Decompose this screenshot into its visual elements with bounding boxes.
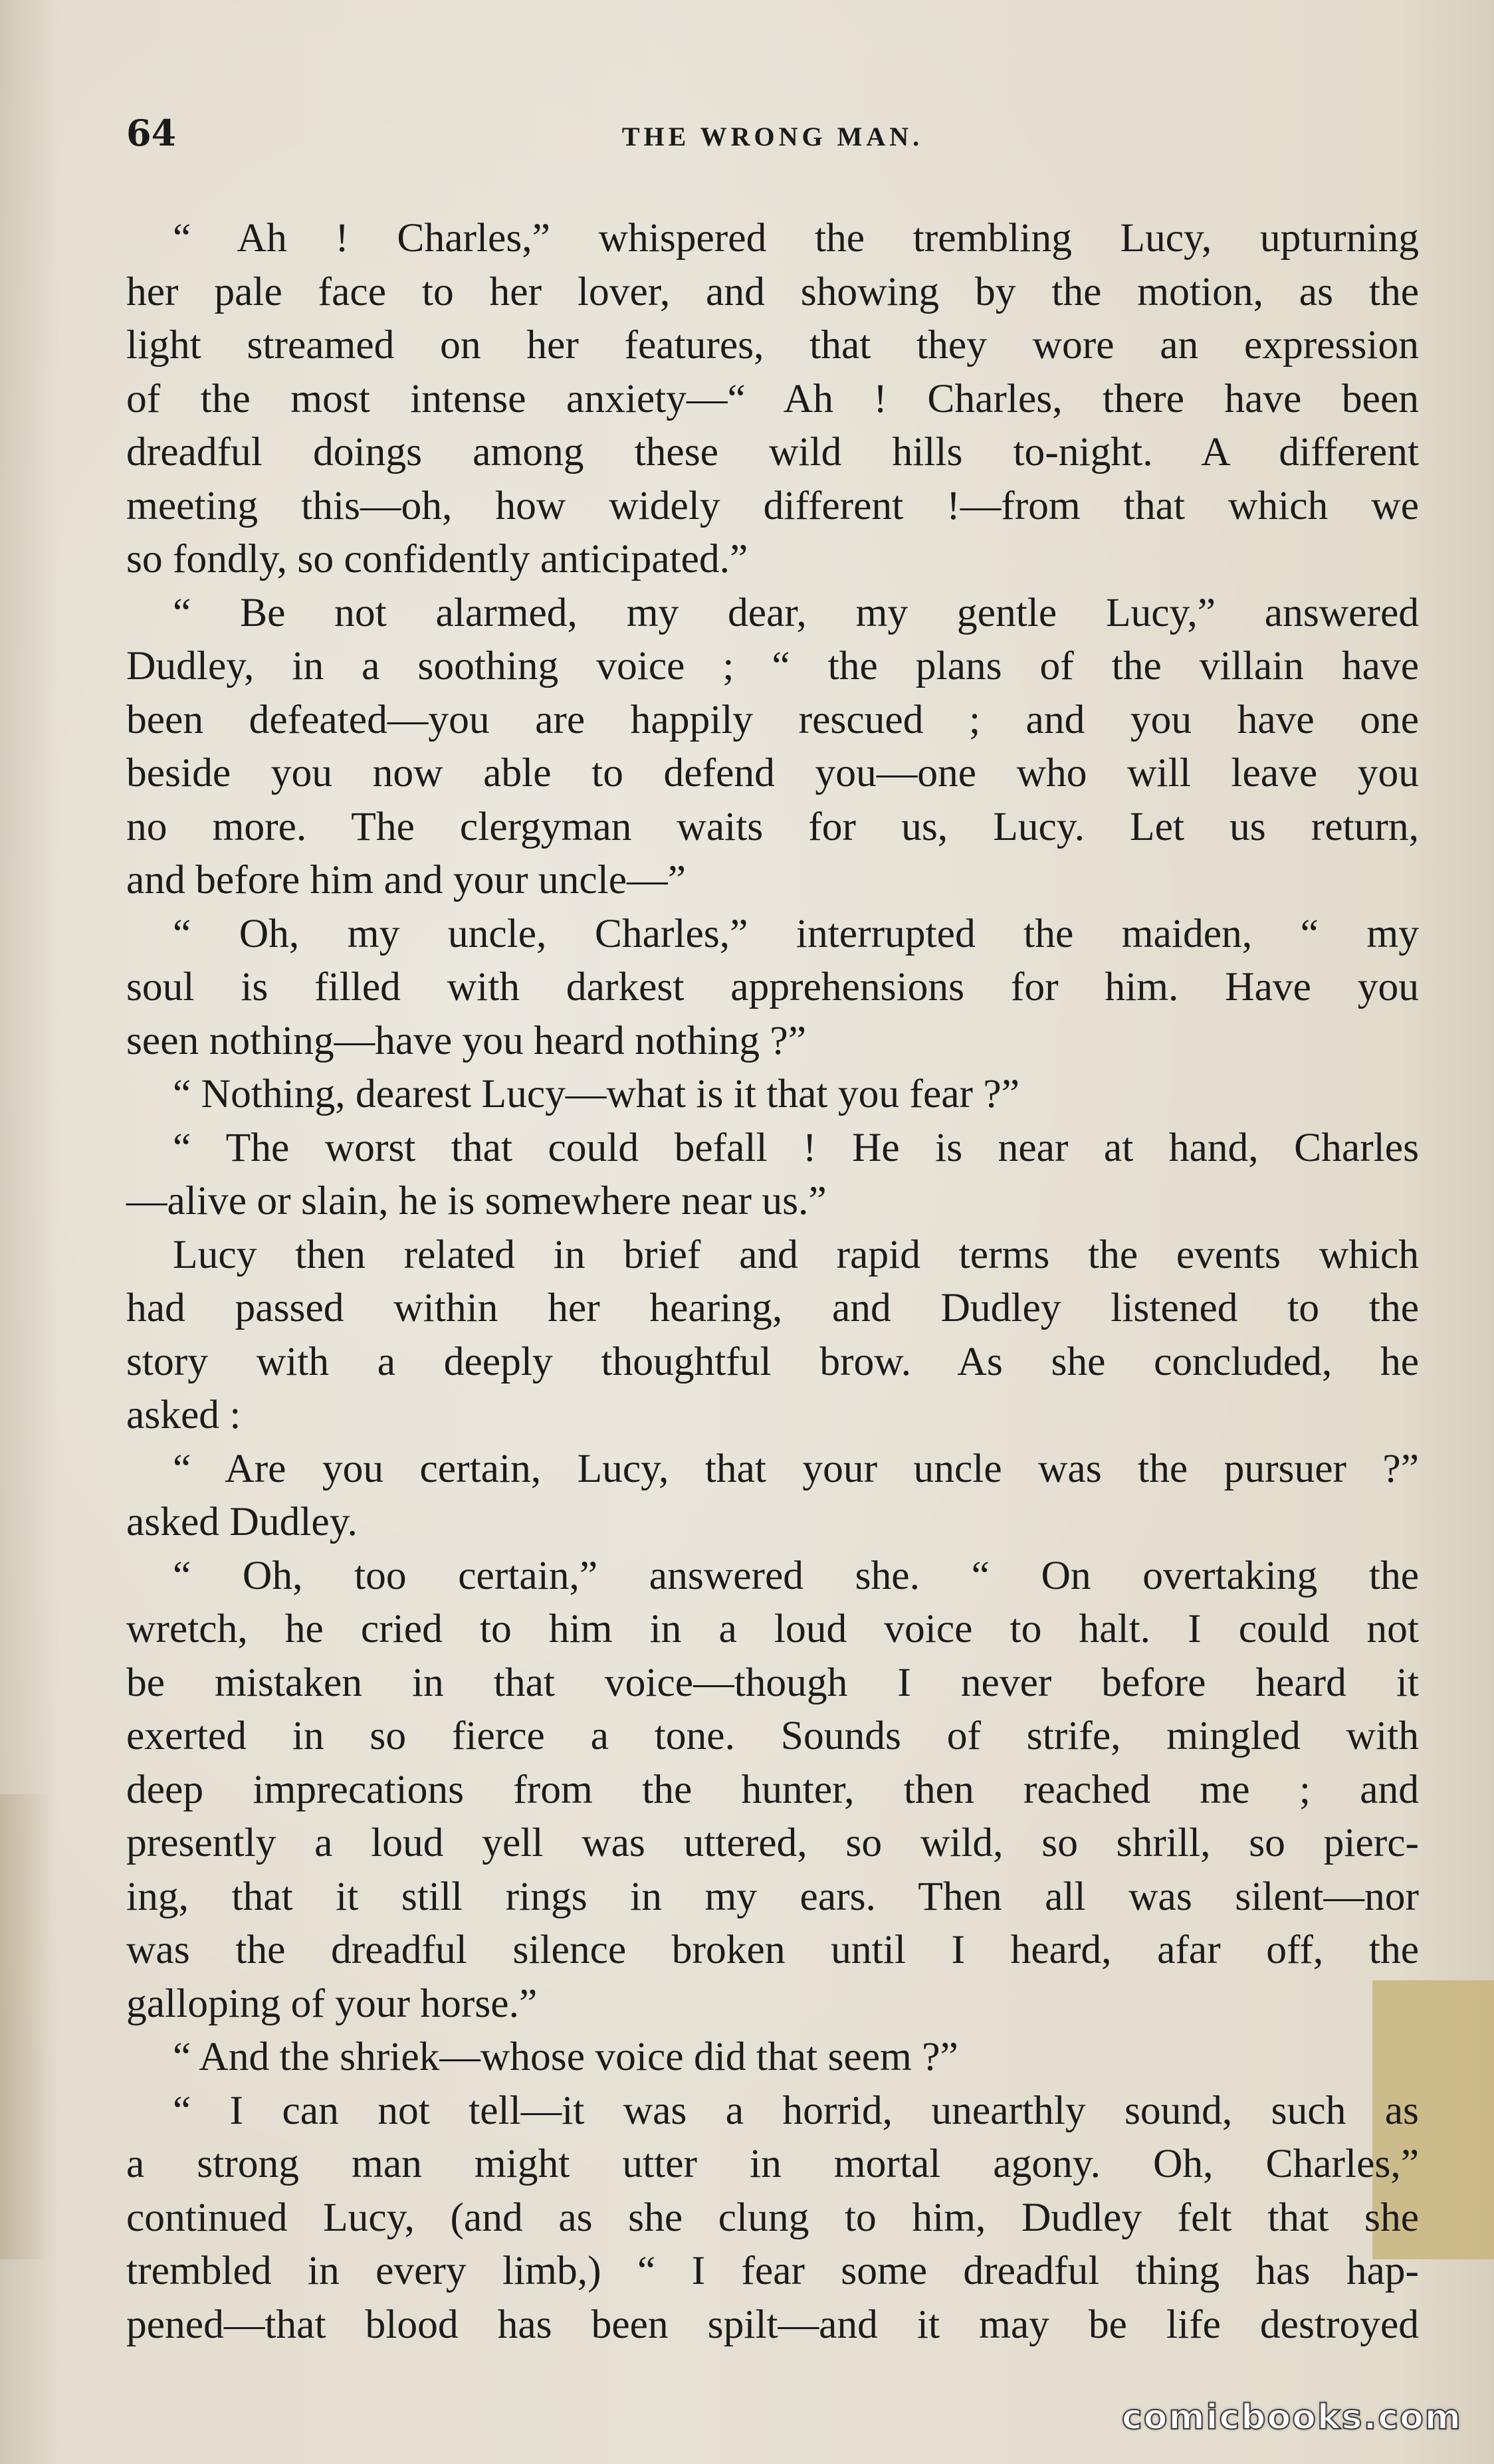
text-line: —alive or slain, he is somewhere near us.” — [126, 1178, 827, 1223]
text-line: “ Are you certain, Lucy, that your uncle was the pursuer ?” — [173, 1445, 1419, 1491]
text-line: exerted in so fierce a tone. Sounds of strife, mingled with — [126, 1713, 1419, 1758]
running-title: THE WRONG MAN. — [621, 122, 924, 152]
running-head — [126, 112, 1419, 165]
text-line: “ Ah ! Charles,” whispered the trembling Lucy, upturning — [173, 215, 1419, 260]
text-line: light streamed on her features, that they wore an expression — [126, 322, 1419, 367]
text-line: “ Oh, my uncle, Charles,” interrupted the maiden, “ my — [173, 910, 1419, 956]
text-line: “ The worst that could befall ! He is near at hand, Charles — [173, 1124, 1419, 1170]
text-line: “ I can not tell—it was a horrid, unearthly sound, such as — [173, 2087, 1419, 2133]
text-line: asked Dudley. — [126, 1499, 358, 1544]
text-line: “ Nothing, dearest Lucy—what is it that you fear ?” — [173, 1071, 1019, 1116]
text-line: beside you now able to defend you—one who will leave you — [126, 750, 1419, 795]
text-line: soul is filled with darkest apprehensions for him. Have you — [126, 964, 1419, 1009]
text-line: galloping of your horse.” — [126, 1980, 538, 2026]
text-line: “ Oh, too certain,” answered she. “ On overtaking the — [173, 1552, 1419, 1598]
text-line: asked : — [126, 1392, 241, 1437]
text-line: seen nothing—have you heard nothing ?” — [126, 1017, 807, 1063]
text-line: pened—that blood has been spilt—and it may be life destroyed — [126, 2301, 1419, 2347]
text-line: “ Be not alarmed, my dear, my gentle Lucy,” answered — [173, 589, 1419, 635]
text-line: and before him and your uncle—” — [126, 857, 686, 902]
text-line: Lucy then related in brief and rapid terms the events which — [173, 1231, 1419, 1277]
text-line: was the dreadful silence broken until I heard, afar off, the — [126, 1927, 1419, 1972]
body-text — [126, 211, 1419, 2351]
text-line: be mistaken in that voice—though I never before heard it — [126, 1659, 1419, 1705]
text-line: presently a loud yell was uttered, so wild, so shrill, so pierc- — [126, 1820, 1419, 1865]
text-line: no more. The clergyman waits for us, Lucy. Let us return, — [126, 803, 1419, 849]
text-line: her pale face to her lover, and showing by the motion, as the — [126, 268, 1419, 314]
text-line: continued Lucy, (and as she clung to him, Dudley felt that she — [126, 2194, 1419, 2240]
text-line: a strong man might utter in mortal agony. Oh, Charles,” — [126, 2141, 1419, 2186]
text-line: Dudley, in a soothing voice ; “ the plans of the villain have — [126, 643, 1419, 688]
text-line: story with a deeply thoughtful brow. As she concluded, he — [126, 1338, 1419, 1384]
text-line: meeting this—oh, how widely different !—from that which we — [126, 482, 1419, 528]
text-line: wretch, he cried to him in a loud voice to halt. I could not — [126, 1606, 1419, 1651]
edge-stain — [0, 1794, 53, 2259]
text-line: deep imprecations from the hunter, then reached me ; and — [126, 1766, 1419, 1812]
page-number: 64 — [126, 112, 177, 154]
text-line: of the most intense anxiety—“ Ah ! Charles, there have been — [126, 375, 1419, 421]
text-line: so fondly, so confidently anticipated.” — [126, 536, 748, 581]
text-line: trembled in every limb,) “ I fear some dreadful thing has hap- — [126, 2248, 1419, 2293]
text-line: dreadful doings among these wild hills to-night. A different — [126, 429, 1419, 474]
text-line: ing, that it still rings in my ears. Then all was silent—nor — [126, 1873, 1419, 1919]
text-line: “ And the shriek—whose voice did that seem ?” — [173, 2034, 958, 2079]
text-line: had passed within her hearing, and Dudley listened to the — [126, 1285, 1419, 1330]
watermark: comicbooks.com — [1121, 2398, 1462, 2437]
text-line: been defeated—you are happily rescued ; and you have one — [126, 696, 1419, 742]
